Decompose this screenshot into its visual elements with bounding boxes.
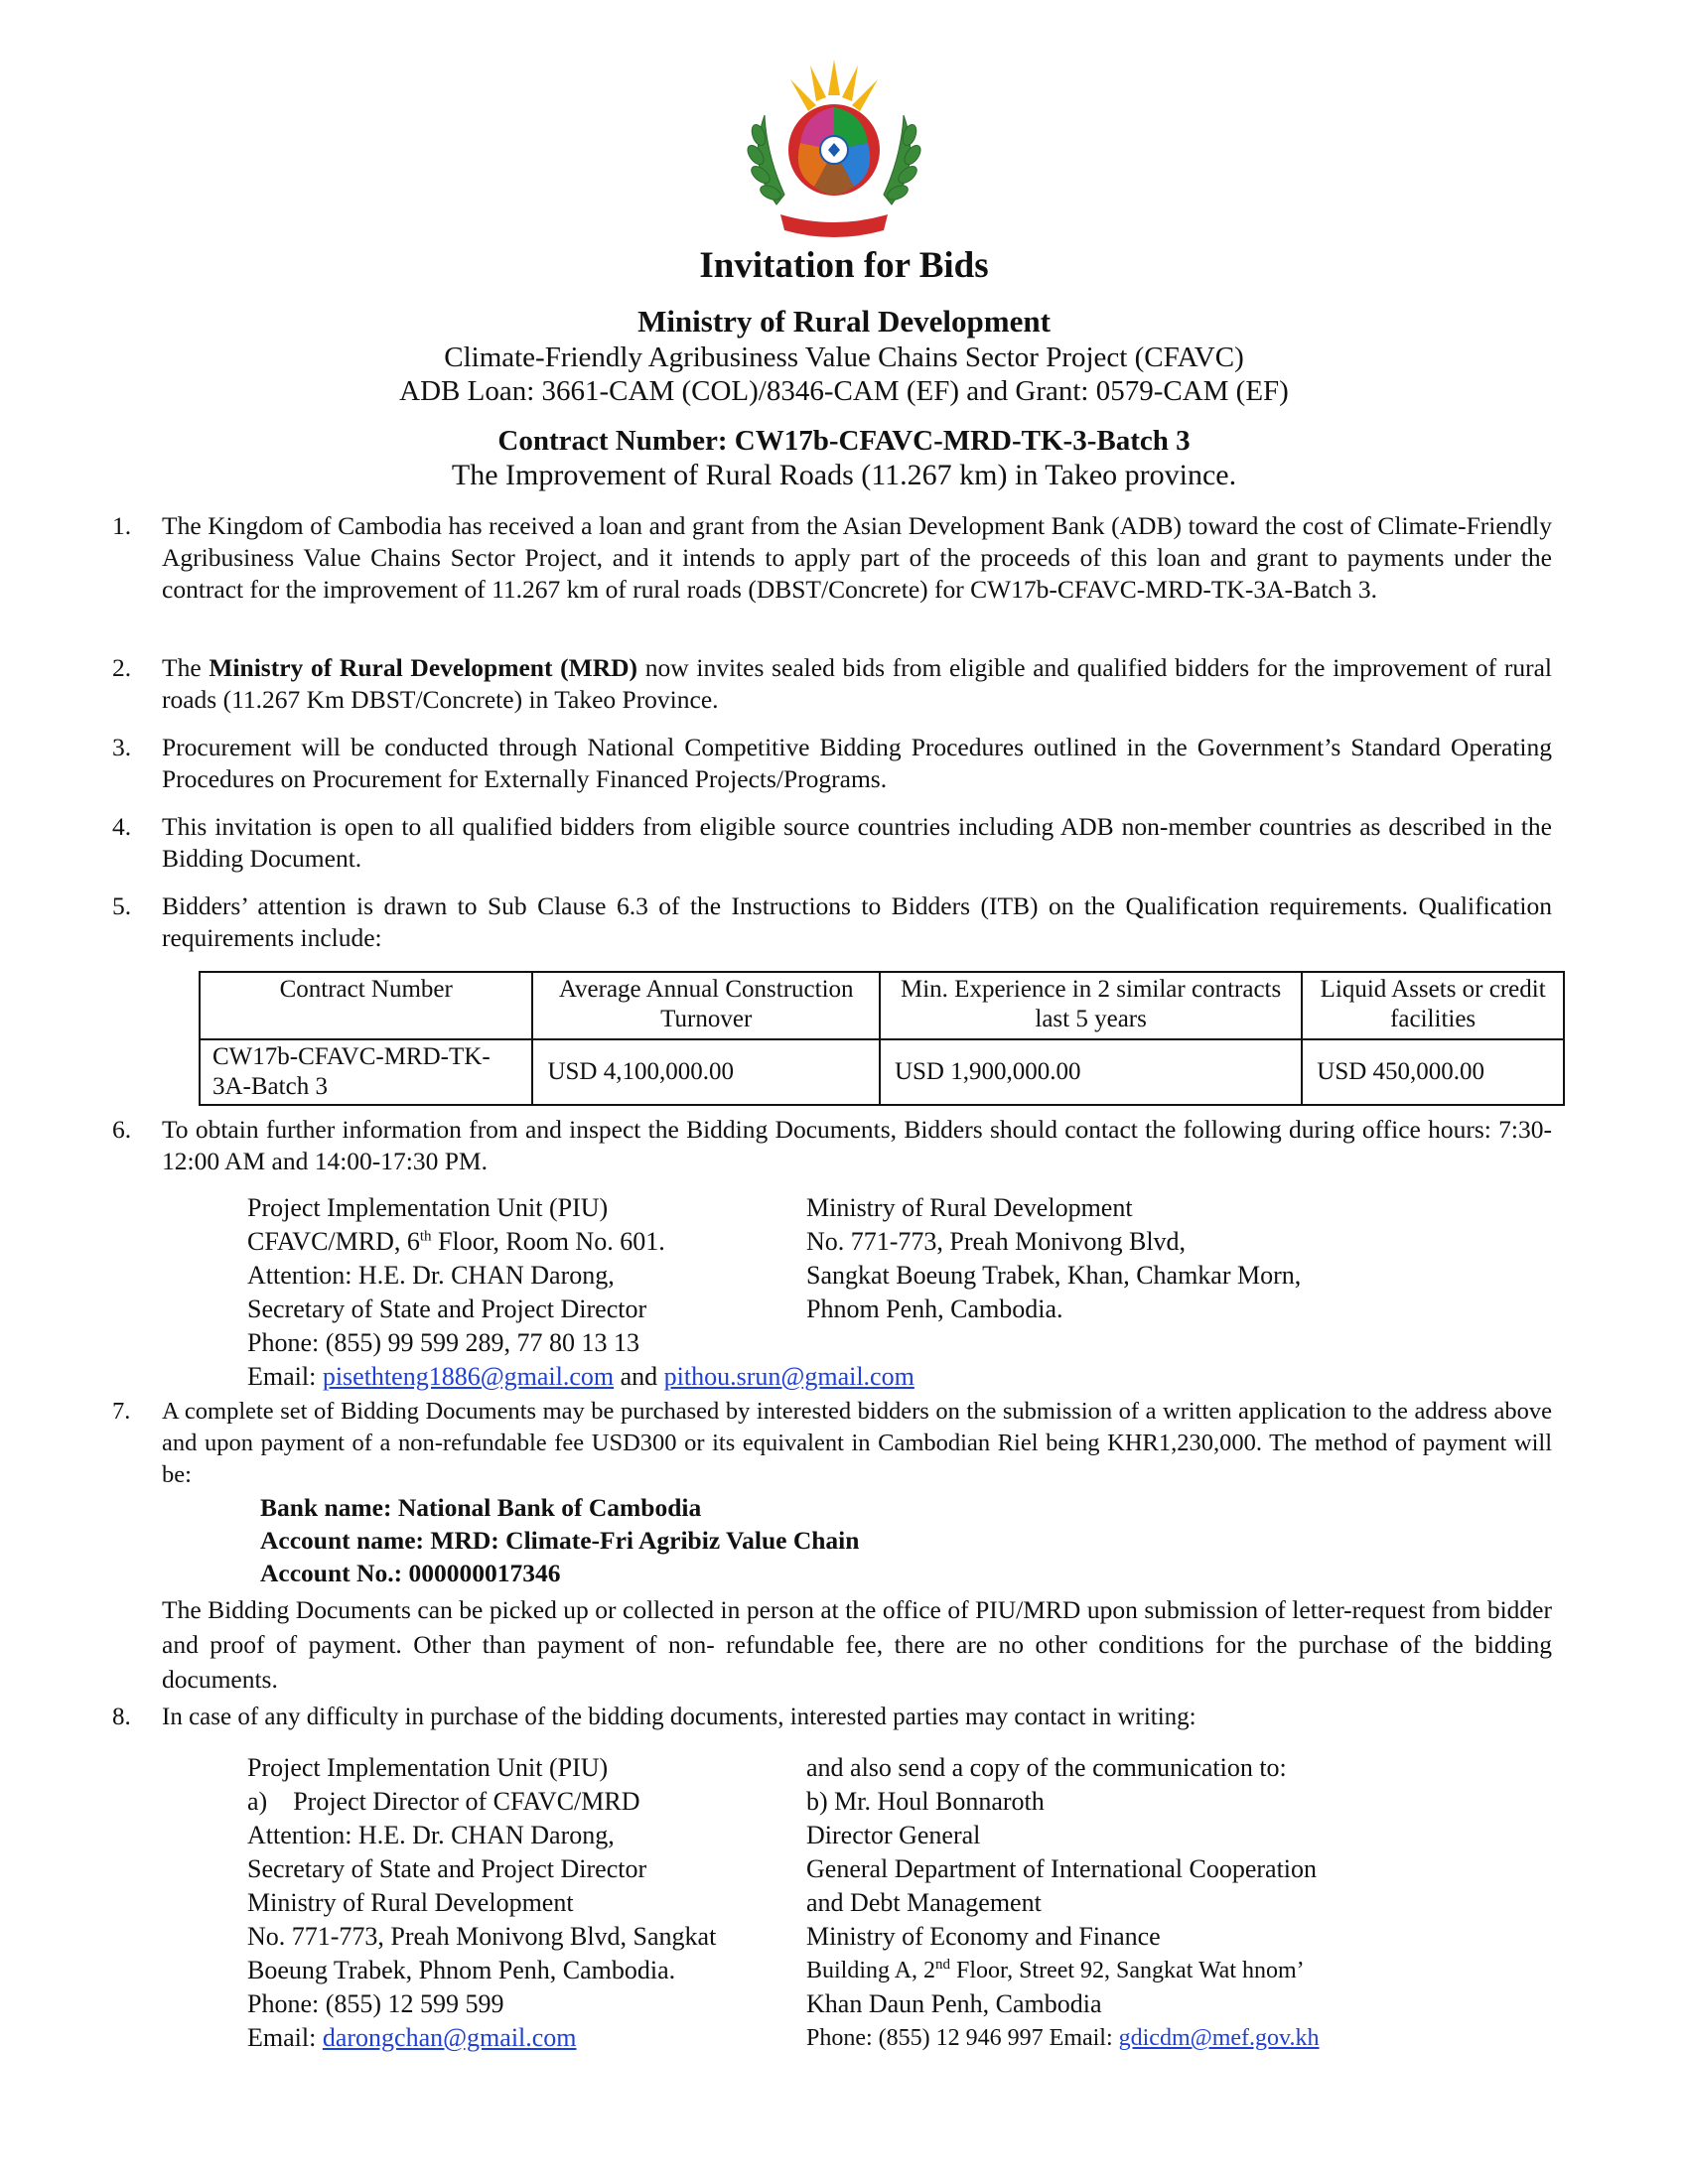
phone-email-label: Phone: (855) 12 946 997 Email: [806, 2025, 1119, 2051]
phone-line: Phone: (855) 99 599 289, 77 80 13 13 [247, 1328, 640, 1357]
clause-7-continued [112, 1592, 1552, 1697]
clause-3 [112, 732, 1552, 795]
email-label: Email: [247, 1362, 323, 1391]
address-line: and Debt Management [806, 1888, 1042, 1917]
email-link[interactable]: pithou.srun@gmail.com [663, 1362, 914, 1391]
clause-number: 5. [112, 891, 132, 920]
address-line: Phnom Penh, Cambodia. [806, 1295, 1063, 1323]
bank-name: Bank name: National Bank of Cambodia [260, 1493, 702, 1522]
clause-number: 8. [112, 1704, 131, 1730]
table-cell: USD 450,000.00 [1302, 1039, 1564, 1105]
address-line: Attention: H.E. Dr. CHAN Darong, [247, 1821, 615, 1849]
table-header: Contract Number [200, 972, 532, 1039]
ministry-logo [737, 56, 931, 242]
account-number: Account No.: 000000017346 [260, 1559, 561, 1587]
address-line: Ministry of Economy and Finance [806, 1922, 1161, 1951]
email-link[interactable]: darongchan@gmail.com [322, 2023, 577, 2052]
clause-4 [112, 811, 1552, 875]
clause-text: A complete set of Bidding Documents may be purchased by interested bidders on the submission of a written application to the address above and upon payment of a non-refundable fee USD300 or its equivalent in Cambodian Riel being KHR1,230,000. The method of payment will be: [162, 1398, 1552, 1488]
table-cell: CW17b-CFAVC-MRD-TK-3A-Batch 3 [200, 1039, 532, 1105]
phone-line: Phone: (855) 12 599 599 [247, 1989, 504, 2018]
conjunction: and [614, 1362, 664, 1391]
clause-number: 6. [112, 1115, 132, 1144]
account-name: Account name: MRD: Climate-Fri Agribiz Value Chain [260, 1526, 860, 1555]
address-line: b) Mr. Houl Bonnaroth [806, 1787, 1045, 1816]
address-line: Khan Daun Penh, Cambodia [806, 1989, 1102, 2018]
address-line: No. 771-773, Preah Monivong Blvd, Sangkat [247, 1922, 717, 1951]
clause-text: To obtain further information from and inspect the Bidding Documents, Bidders should contact the following during office hours: 7:30-12:00 AM and 14:00-17:30 PM. [162, 1115, 1552, 1175]
clause-text-part: The [162, 653, 210, 682]
address-line: a) Project Director of CFAVC/MRD [247, 1787, 640, 1816]
address-line [806, 1954, 1319, 1987]
clause-text: The Kingdom of Cambodia has received a loan and grant from the Asian Development Bank (ADB) toward the cost of Climate-Friendly Agribusiness Value Chains Sector Project, and it intends to apply part of the proceeds of this loan and grant to payments under the contract for the improvement of 11.267 km of rural roads (DBST/Concrete) for CW17b-CFAVC-MRD-TK-3A-Batch 3. [162, 511, 1552, 604]
address-line: Boeung Trabek, Phnom Penh, Cambodia. [247, 1956, 676, 1984]
document-title: Invitation for Bids [699, 245, 989, 286]
clause-text-bold: Ministry of Rural Development (MRD) [209, 653, 638, 682]
contract-number: Contract Number: CW17b-CFAVC-MRD-TK-3-Batch 3 [497, 425, 1191, 457]
address-text: Floor, Room No. 601. [431, 1227, 665, 1256]
loan-info: ADB Loan: 3661-CAM (COL)/8346-CAM (EF) and Grant: 0579-CAM (EF) [399, 375, 1289, 407]
piu-project-director-contact [247, 1751, 716, 2055]
clause-6 [112, 1114, 1552, 1177]
clause-text: Procurement will be conducted through National Competitive Bidding Procedures outlined in the Government’s Standard Operating Procedures on Procurement for Externally Financed Projects/Programs. [162, 733, 1552, 793]
email-label: Email: [247, 2023, 323, 2052]
address-line: Director General [806, 1821, 981, 1849]
address-line: Project Implementation Unit (PIU) [247, 1753, 609, 1782]
address-line: No. 771-773, Preah Monivong Blvd, [806, 1227, 1187, 1256]
email-line [247, 2021, 716, 2055]
clause-2 [112, 652, 1552, 716]
clause-text: In case of any difficulty in purchase of the bidding documents, interested parties may contact in writing: [162, 1704, 1196, 1730]
address-line: General Department of International Cooperation [806, 1854, 1318, 1883]
table-cell: USD 4,100,000.00 [532, 1039, 880, 1105]
clause-number: 4. [112, 812, 132, 841]
address-line: and also send a copy of the communication to: [806, 1753, 1287, 1782]
clause-number: 1. [112, 511, 132, 540]
clause-number: 3. [112, 733, 132, 761]
clause-8 [112, 1702, 1552, 1733]
clause-text: Bidders’ attention is drawn to Sub Clause 6.3 of the Instructions to Bidders (ITB) on the Qualification requirements. Qualification requirements include: [162, 891, 1552, 952]
address-line: Secretary of State and Project Director [247, 1295, 647, 1323]
clause-7 [112, 1396, 1552, 1491]
address-line: Ministry of Rural Development [806, 1193, 1133, 1222]
address-line: Sangkat Boeung Trabek, Khan, Chamkar Morn, [806, 1261, 1302, 1290]
clause-number: 2. [112, 653, 132, 682]
address-line: Project Implementation Unit (PIU) [247, 1193, 609, 1222]
address-line: Secretary of State and Project Director [247, 1854, 647, 1883]
clause-1 [112, 510, 1552, 606]
clause-number: 7. [112, 1398, 131, 1425]
clause-text: This invitation is open to all qualified bidders from eligible source countries including ADB non-member countries as described in the Bidding Document. [162, 812, 1552, 873]
address-line: Attention: H.E. Dr. CHAN Darong, [247, 1261, 615, 1290]
email-link[interactable]: pisethteng1886@gmail.com [322, 1362, 615, 1391]
email-link[interactable]: gdicdm@mef.gov.kh [1118, 2025, 1320, 2051]
clause-5 [112, 890, 1552, 954]
clause-text: The Bidding Documents can be picked up or collected in person at the office of PIU/MRD upon submission of letter-request from bidder and proof of payment. Other than payment of non- refundable fee, there are no other conditions for the purchase of the bidding documents. [162, 1595, 1552, 1694]
address-line: Ministry of Rural Development [247, 1888, 574, 1917]
contract-description: The Improvement of Rural Roads (11.267 km) in Takeo province. [451, 459, 1237, 491]
superscript: nd [935, 1957, 951, 1973]
ministry-address [806, 1191, 1301, 1326]
qualification-table [199, 971, 1565, 1106]
table-row [200, 1039, 1564, 1105]
phone-email-line [806, 2021, 1319, 2055]
clause-text [162, 652, 1552, 716]
email-line [247, 1360, 914, 1394]
mef-contact [806, 1751, 1319, 2055]
address-text: CFAVC/MRD, 6 [247, 1227, 420, 1256]
table-header: Min. Experience in 2 similar contracts last 5 years [880, 972, 1302, 1039]
ministry-name: Ministry of Rural Development [637, 304, 1051, 339]
table-cell: USD 1,900,000.00 [880, 1039, 1302, 1105]
table-header-row [200, 972, 1564, 1039]
table-header: Average Annual Construction Turnover [532, 972, 880, 1039]
address-text: Floor, Street 92, Sangkat Wat hnom’ [950, 1958, 1305, 1983]
superscript: th [419, 1228, 432, 1245]
project-name: Climate-Friendly Agribusiness Value Chains Sector Project (CFAVC) [444, 341, 1244, 373]
clause-text-part: now invites sealed bids from eligible and qualified bidders for the improvement of rural roads (11.267 Km DBST/Concrete) in Takeo Province. [162, 653, 1552, 714]
table-header: Liquid Assets or credit facilities [1302, 972, 1564, 1039]
address-text: Building A, 2 [806, 1958, 936, 1983]
